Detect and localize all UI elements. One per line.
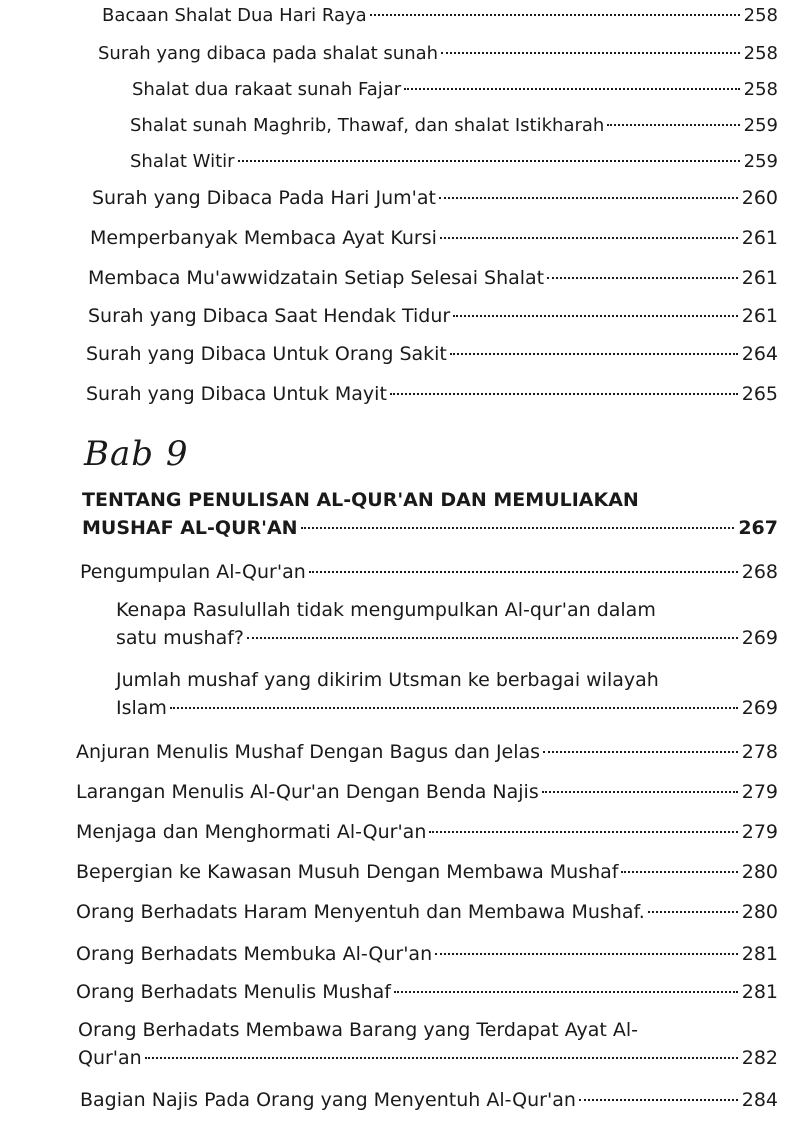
- toc-entry-page: 282: [741, 1047, 778, 1069]
- toc-entry-title-line1: Kenapa Rasulullah tidak mengumpulkan Al-qur'an dalam: [116, 599, 656, 621]
- dot-leader: [394, 991, 738, 993]
- toc-entry: [76, 778, 778, 806]
- toc-entry-title: Larangan Menulis Al-Qur'an Dengan Benda Najis: [76, 781, 539, 803]
- toc-entry-title: Surah yang Dibaca Untuk Orang Sakit: [86, 343, 447, 365]
- toc-entry-title: Surah yang Dibaca Untuk Mayit: [86, 383, 387, 405]
- toc-entry-page: 261: [741, 305, 778, 327]
- toc-entry: [132, 76, 778, 104]
- toc-entry-page: 269: [741, 627, 778, 649]
- toc-entry: [98, 40, 778, 68]
- toc-entry-title: Orang Berhadats Haram Menyentuh dan Membawa Mushaf.: [76, 901, 645, 923]
- toc-entry: [130, 112, 778, 140]
- toc-entry-page: 279: [741, 821, 778, 843]
- toc-entry-title: Bagian Najis Pada Orang yang Menyentuh Al-Qur'an: [80, 1089, 576, 1111]
- toc-entry-title: Anjuran Menulis Mushaf Dengan Bagus dan Jelas: [76, 741, 541, 763]
- toc-entry-title: Bacaan Shalat Dua Hari Raya: [102, 5, 367, 26]
- toc-entry-title-line1: Jumlah mushaf yang dikirim Utsman ke berbagai wilayah: [116, 669, 659, 691]
- toc-entry-page: 268: [741, 561, 778, 583]
- toc-entry-page: 258: [743, 5, 778, 26]
- toc-entry-title: Shalat dua rakaat sunah Fajar: [132, 79, 402, 100]
- toc-entry-page: 281: [741, 981, 778, 1003]
- toc-entry-title: Orang Berhadats Membuka Al-Qur'an: [76, 943, 433, 965]
- toc-entry-page: 258: [743, 79, 778, 100]
- chapter-title-line1: TENTANG PENULISAN AL-QUR'AN DAN MEMULIAKAN: [82, 489, 639, 511]
- toc-entry-page: 280: [741, 901, 778, 923]
- dot-leader: [435, 953, 738, 955]
- dot-leader: [429, 831, 737, 833]
- toc-entry: [76, 898, 778, 926]
- toc-entry-page: 259: [743, 151, 778, 172]
- toc-entry: [76, 738, 778, 766]
- toc-entry: [76, 940, 778, 968]
- toc-entry-page: 260: [741, 187, 778, 209]
- toc-entry-page: 280: [741, 861, 778, 883]
- toc-entry-page: 278: [741, 741, 778, 763]
- toc-entry: [88, 302, 778, 330]
- toc-entry-title: Membaca Mu'awwidzatain Setiap Selesai Shalat: [88, 267, 545, 289]
- chapter-title: [82, 486, 778, 542]
- toc-entry: [80, 558, 778, 586]
- toc-entry-title: Shalat Witir: [130, 151, 235, 172]
- toc-entry: [76, 978, 778, 1006]
- toc-entry-title-line2: satu mushaf?: [116, 627, 244, 649]
- toc-entry: [116, 596, 778, 652]
- chapter-page: 267: [738, 517, 778, 539]
- toc-entry: [88, 264, 778, 292]
- toc-entry: [130, 148, 778, 176]
- toc-entry: [102, 2, 778, 30]
- dot-leader: [607, 124, 739, 126]
- dot-leader: [542, 791, 738, 793]
- dot-leader: [145, 1057, 738, 1059]
- toc-entry-page: 264: [741, 343, 778, 365]
- toc-entry-page: 258: [743, 43, 778, 64]
- chapter-title-line2: MUSHAF AL-QUR'AN: [82, 517, 298, 539]
- toc-entry: [116, 666, 778, 722]
- toc-entry: [86, 380, 778, 408]
- dot-leader: [309, 571, 738, 573]
- toc-entry: [80, 1086, 778, 1114]
- dot-leader: [301, 527, 735, 529]
- dot-leader: [370, 14, 740, 16]
- chapter-label: Bab 9: [84, 434, 189, 474]
- dot-leader: [453, 315, 738, 317]
- dot-leader: [247, 637, 738, 639]
- dot-leader: [648, 911, 738, 913]
- toc-entry-title: Orang Berhadats Menulis Mushaf: [76, 981, 391, 1003]
- dot-leader: [543, 751, 738, 753]
- toc-entry-title: Shalat sunah Maghrib, Thawaf, dan shalat Istikharah: [130, 115, 605, 136]
- toc-entry-title: Surah yang dibaca pada shalat sunah: [98, 43, 439, 64]
- toc-entry-title-line2: Qur'an: [78, 1047, 142, 1069]
- toc-entry-page: 265: [741, 383, 778, 405]
- toc-entry-page: 281: [741, 943, 778, 965]
- toc-entry-title: Surah yang Dibaca Pada Hari Jum'at: [92, 187, 436, 209]
- dot-leader: [450, 353, 738, 355]
- toc-entry-page: 269: [741, 697, 778, 719]
- dot-leader: [441, 52, 740, 54]
- toc-entry: [78, 1016, 778, 1072]
- dot-leader: [547, 277, 738, 279]
- toc-entry: [76, 858, 778, 886]
- toc-entry-title: Bepergian ke Kawasan Musuh Dengan Membawa Mushaf: [76, 861, 619, 883]
- dot-leader: [440, 237, 738, 239]
- toc-entry-page: 261: [741, 227, 778, 249]
- toc-entry-title: Menjaga dan Menghormati Al-Qur'an: [76, 821, 427, 843]
- dot-leader: [439, 197, 738, 199]
- dot-leader: [621, 871, 737, 873]
- toc-entry-page: 261: [741, 267, 778, 289]
- dot-leader: [579, 1099, 738, 1101]
- toc-entry-title: Memperbanyak Membaca Ayat Kursi: [90, 227, 437, 249]
- dot-leader: [170, 707, 738, 709]
- toc-entry-title: Pengumpulan Al-Qur'an: [80, 561, 306, 583]
- toc-entry: [76, 818, 778, 846]
- toc-entry: [92, 184, 778, 212]
- toc-entry: [86, 340, 778, 368]
- toc-entry-title-line1: Orang Berhadats Membawa Barang yang Terdapat Ayat Al-: [78, 1019, 639, 1041]
- toc-entry-title: Surah yang Dibaca Saat Hendak Tidur: [88, 305, 451, 327]
- toc-entry-page: 259: [743, 115, 778, 136]
- toc-entry-title-line2: Islam: [116, 697, 167, 719]
- dot-leader: [404, 88, 739, 90]
- toc-entry-page: 284: [741, 1089, 778, 1111]
- toc-entry-page: 279: [741, 781, 778, 803]
- dot-leader: [238, 160, 740, 162]
- dot-leader: [390, 393, 738, 395]
- toc-entry: [90, 224, 778, 252]
